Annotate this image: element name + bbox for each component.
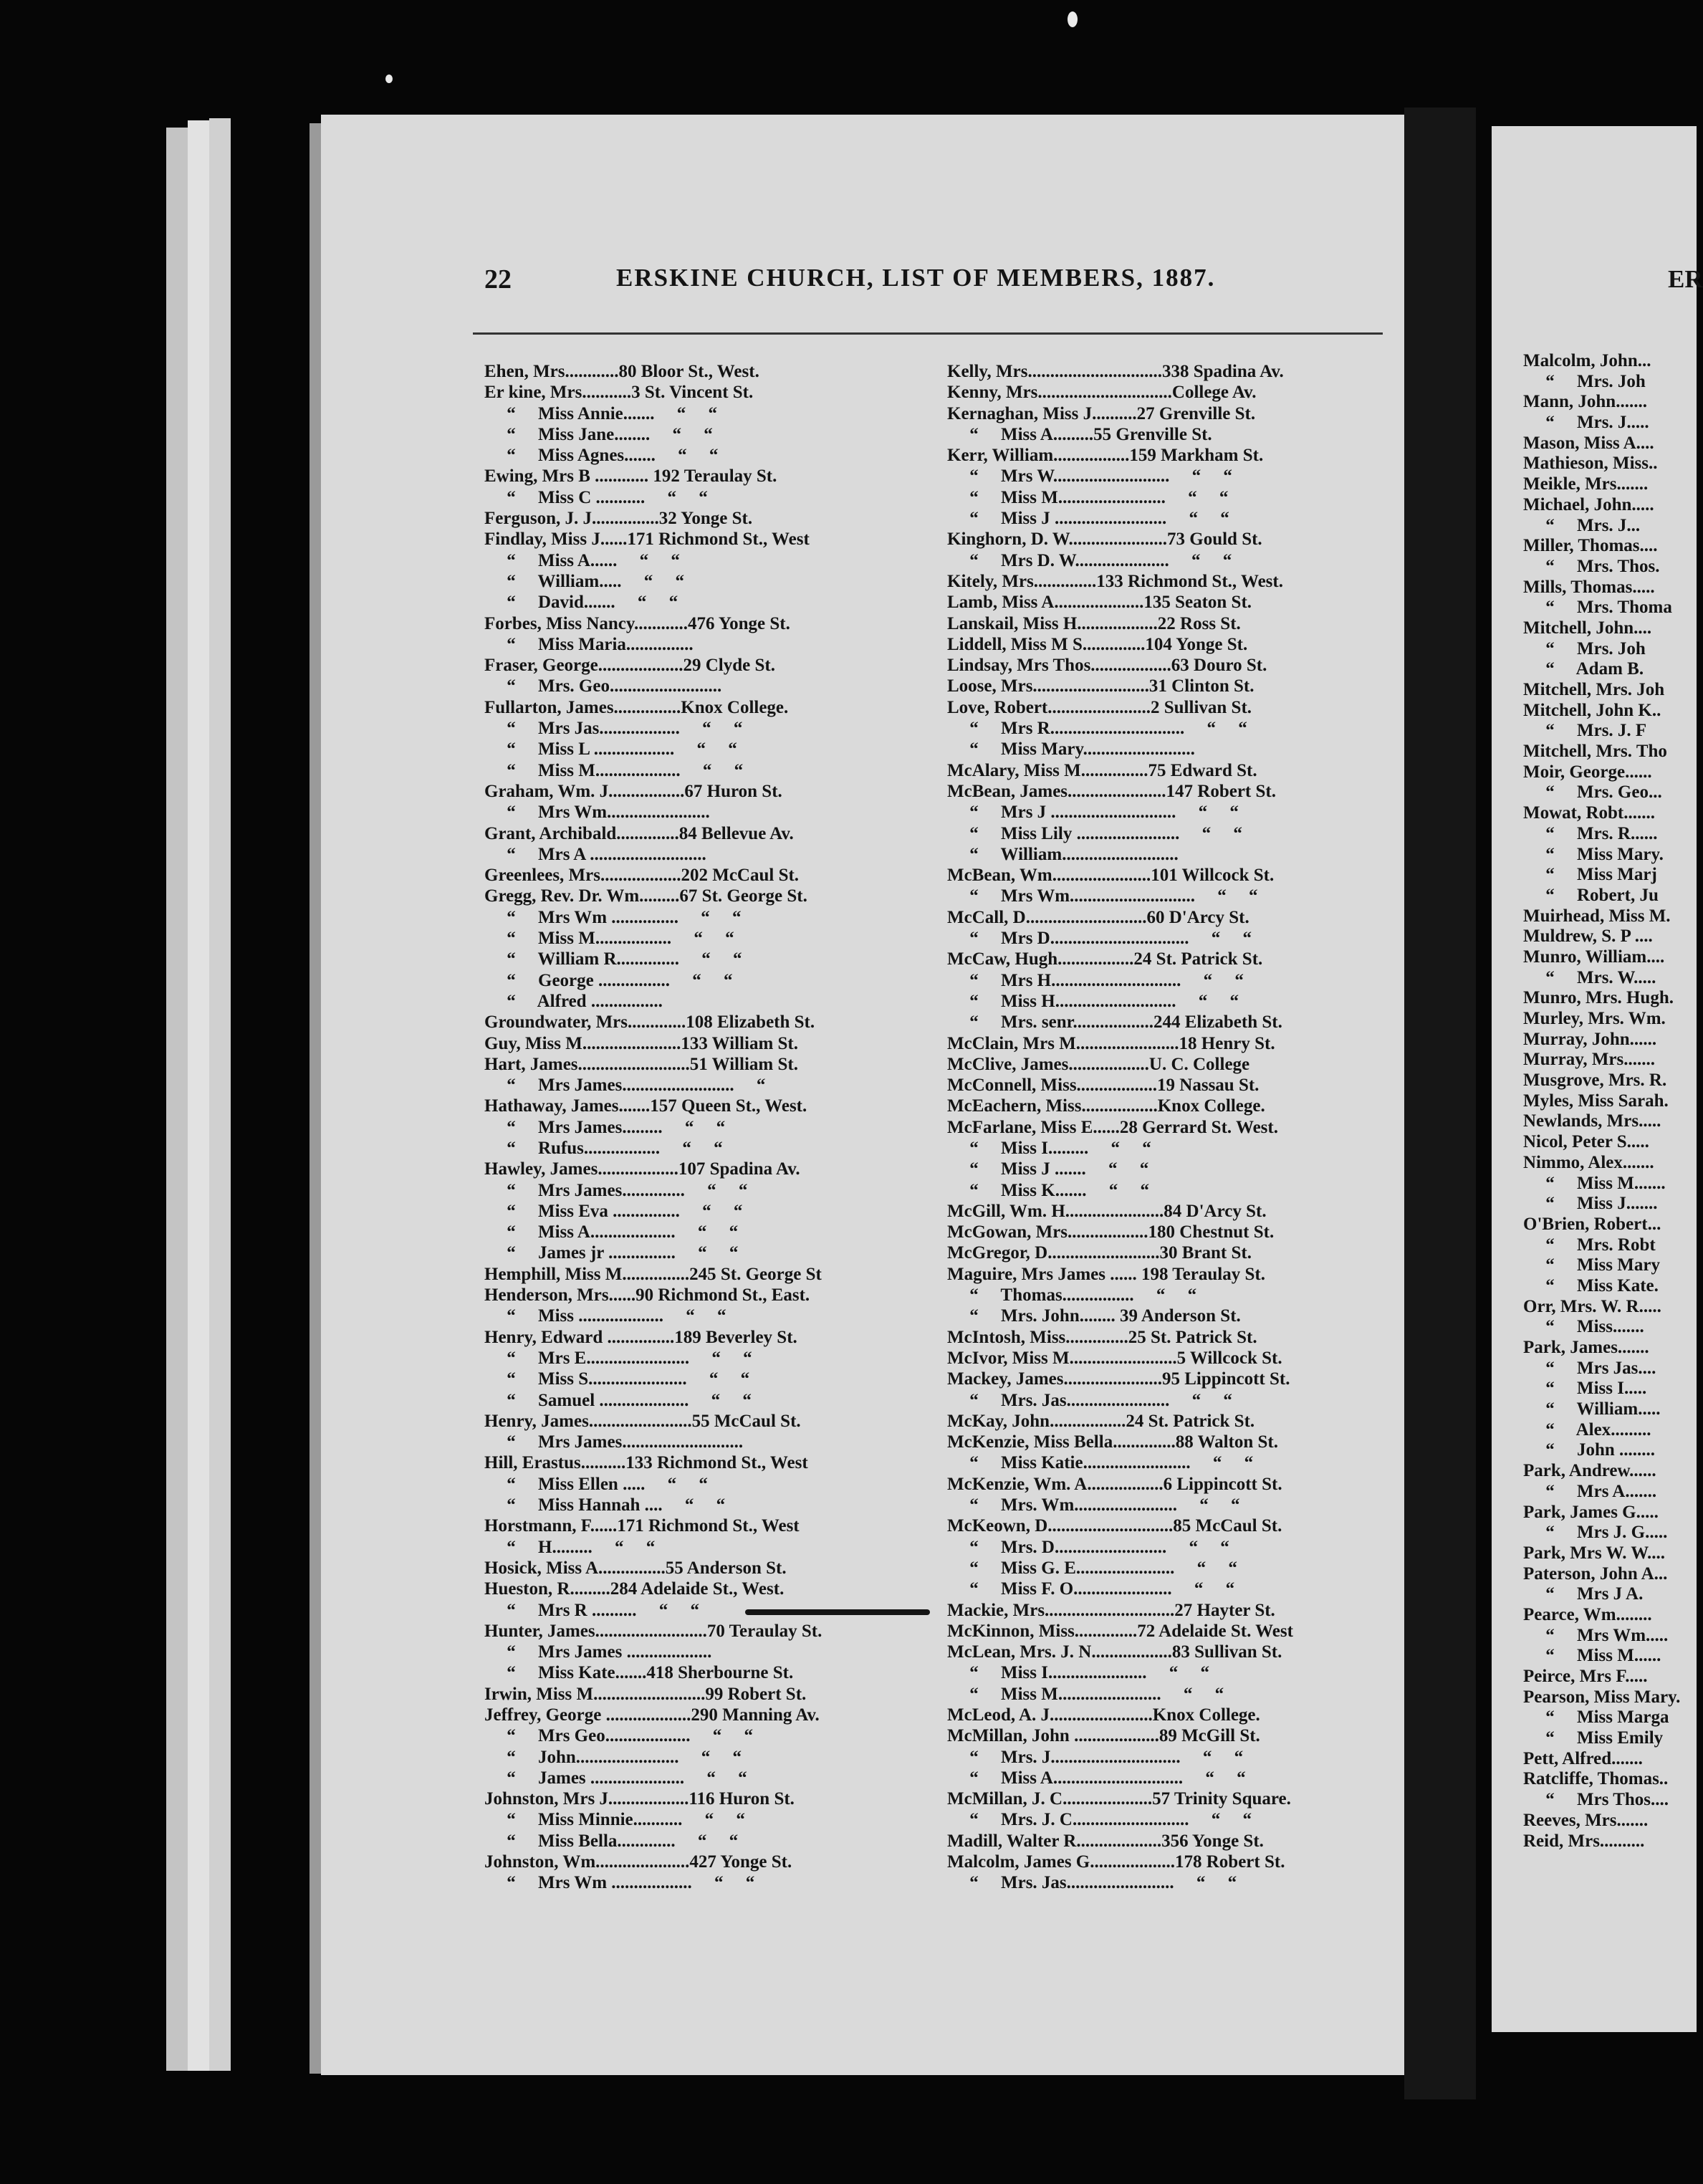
next-page-header-fragment: ER (1668, 265, 1703, 293)
member-entry: “ Mrs. J............................. “ “ (947, 1747, 1244, 1767)
member-entry: McFarlane, Miss E......28 Gerrard St. West. (947, 1117, 1278, 1137)
member-entry: “ Mrs R .......... “ “ (484, 1600, 699, 1620)
member-entry: “ Miss J....... (1523, 1194, 1658, 1214)
member-entry: “ John ........ (1523, 1440, 1656, 1460)
member-entry: Findlay, Miss J......171 Richmond St., West (484, 530, 810, 550)
member-entry: “ Miss C ........... “ “ (484, 487, 708, 507)
member-entry: “ Miss Ellen ..... “ “ (484, 1474, 708, 1494)
member-entry: “ Mrs Wm .................. “ “ (484, 1873, 755, 1893)
member-entry: Groundwater, Mrs.............108 Elizabeth St. (484, 1012, 815, 1033)
member-entry: “ Robert, Ju (1523, 885, 1659, 905)
member-entry: Murray, John...... (1523, 1029, 1657, 1049)
member-entry: Henderson, Mrs......90 Richmond St., East. (484, 1285, 810, 1306)
member-entry: “ Miss....... (1523, 1317, 1644, 1337)
member-entry: “ Mrs. D......................... “ “ (947, 1537, 1229, 1557)
member-entry: “ John....................... “ “ (484, 1747, 742, 1767)
member-entry: McConnell, Miss..................19 Nassau St. (947, 1076, 1260, 1096)
member-entry: McKinnon, Miss..............72 Adelaide St. West (947, 1621, 1293, 1641)
member-entry: McGowan, Mrs..................180 Chestnut St. (947, 1222, 1275, 1242)
member-entry: Hosick, Miss A...............55 Anderson St. (484, 1558, 787, 1578)
member-entry: “ Miss Maria............... (484, 634, 694, 654)
member-entry: “ Miss Eva ............... “ “ (484, 1201, 743, 1221)
member-entry: Murray, Mrs....... (1523, 1050, 1655, 1070)
member-entry: Johnston, Wm.....................427 Yonge St. (484, 1852, 792, 1872)
member-entry: Pett, Alfred....... (1523, 1748, 1643, 1768)
member-entry: Fullarton, James...............Knox College. (484, 697, 789, 717)
member-entry: “ Mrs R.............................. “ “ (947, 719, 1247, 739)
member-entry: Park, James G..... (1523, 1502, 1659, 1522)
member-list-left-column (484, 361, 923, 1894)
member-entry: “ Mrs. W..... (1523, 967, 1656, 987)
book-gutter (1404, 107, 1476, 2099)
page-number: 22 (484, 264, 512, 294)
member-entry: Hart, James.........................51 William St. (484, 1054, 798, 1074)
member-entry: Myles, Miss Sarah. (1523, 1091, 1669, 1111)
member-entry: “ Mrs J ............................ “ “ (947, 803, 1239, 823)
member-entry: “ Mrs. John........ 39 Anderson St. (947, 1306, 1241, 1326)
member-entry: “ Alfred ................ (484, 991, 663, 1011)
member-entry: Park, Andrew...... (1523, 1461, 1656, 1481)
member-entry: “ Miss M................. “ “ (484, 929, 734, 949)
member-entry: “ Mrs. Thoma (1523, 598, 1672, 618)
member-entry: Park, James....... (1523, 1338, 1649, 1357)
member-entry: McBean, James......................147 Robert St. (947, 781, 1276, 801)
member-entry: Malcolm, James G...................178 Robert St. (947, 1852, 1285, 1872)
member-entry: Hathaway, James.......157 Queen St., West. (484, 1096, 807, 1116)
member-entry: Kinghorn, D. W......................73 Gould St. (947, 530, 1262, 550)
member-entry: “ Miss Hannah .... “ “ (484, 1495, 726, 1515)
member-entry: Greenlees, Mrs..................202 McCaul St. (484, 866, 800, 886)
member-entry: Michael, John..... (1523, 494, 1654, 514)
member-entry: “ Mrs. Geo... (1523, 782, 1662, 803)
member-entry: “ Adam B. (1523, 659, 1644, 679)
member-entry: Munro, Mrs. Hugh. (1523, 988, 1674, 1008)
member-entry: “ Mrs D............................... “ “ (947, 929, 1252, 949)
member-entry: Irwin, Miss M.........................99 Robert St. (484, 1684, 807, 1704)
page-stack-edge (209, 118, 231, 2071)
member-entry: “ Mrs A .......................... (484, 844, 706, 864)
member-entry: “ Miss M....... (1523, 1173, 1666, 1193)
member-entry: Nimmo, Alex....... (1523, 1152, 1654, 1172)
member-entry: “ Miss Mary......................... (947, 739, 1195, 760)
member-entry: McGill, Wm. H......................84 D'Arcy St. (947, 1201, 1267, 1221)
member-entry: Pearce, Wm........ (1523, 1604, 1652, 1624)
member-entry: Paterson, John A... (1523, 1563, 1668, 1584)
member-entry: Mason, Miss A.... (1523, 433, 1654, 453)
member-entry: Grant, Archibald..............84 Bellevue Av. (484, 823, 794, 843)
member-entry: Mathieson, Miss.. (1523, 454, 1658, 474)
member-entry: Reid, Mrs.......... (1523, 1831, 1645, 1851)
member-list-middle-column (947, 361, 1397, 1894)
member-entry: “ Miss J ......................... “ “ (947, 509, 1229, 529)
member-entry: “ William..... (1523, 1399, 1661, 1419)
member-entry: Mann, John....... (1523, 392, 1647, 412)
member-entry: Pearson, Miss Mary. (1523, 1687, 1681, 1707)
member-entry: “ Mrs Jas.................. “ “ (484, 719, 743, 739)
member-entry: Henry, James.......................55 McCaul St. (484, 1411, 801, 1431)
member-entry: “ Miss Emily (1523, 1728, 1664, 1748)
member-entry: “ Miss Mary (1523, 1255, 1660, 1275)
member-entry: McAlary, Miss M...............75 Edward St. (947, 760, 1257, 780)
member-entry: “ Mrs Thos.... (1523, 1790, 1669, 1810)
member-entry: “ Alex......... (1523, 1419, 1651, 1440)
member-entry: Muldrew, S. P .... (1523, 926, 1653, 947)
member-entry: “ Mrs. Robt (1523, 1235, 1656, 1255)
member-entry: “ Mrs. J..... (1523, 413, 1649, 433)
member-entry: “ Mrs James......................... “ (484, 1076, 766, 1096)
member-list-right-column-partial (1523, 351, 1695, 1852)
member-entry: “ Miss I......... “ “ (947, 1138, 1151, 1158)
film-speck (1068, 11, 1078, 27)
member-entry: “ Thomas................ “ “ (947, 1285, 1197, 1306)
member-entry: “ Mrs. J. F (1523, 721, 1647, 741)
member-entry: “ Miss I...................... “ “ (947, 1663, 1209, 1683)
member-entry: “ Mrs Wm....................... (484, 803, 710, 823)
member-entry: “ Miss Mary. (1523, 844, 1664, 864)
member-entry: “ Mrs. Jas........................ “ “ (947, 1873, 1237, 1893)
member-entry: “ Mrs. Wm....................... “ “ (947, 1495, 1240, 1515)
member-entry: “ David....... “ “ (484, 593, 678, 613)
member-entry: “ Mrs. Joh (1523, 371, 1646, 391)
member-entry: Er kine, Mrs...........3 St. Vincent St. (484, 383, 754, 403)
member-entry: Mitchell, John.... (1523, 618, 1652, 638)
member-entry: McIvor, Miss M........................5 Willcock St. (947, 1348, 1282, 1368)
member-entry: “ Mrs James......... “ “ (484, 1117, 726, 1137)
member-entry: “ Miss Katie........................ “ “ (947, 1453, 1254, 1473)
member-entry: “ Miss G. E...................... “ “ (947, 1558, 1237, 1578)
member-entry: McKay, John.................24 St. Patrick St. (947, 1411, 1255, 1431)
member-entry: “ Miss S...................... “ “ (484, 1369, 750, 1389)
member-entry: “ Miss M................... “ “ (484, 760, 744, 780)
member-entry: “ Miss M....................... “ “ (947, 1684, 1224, 1704)
member-entry: Nicol, Peter S..... (1523, 1132, 1649, 1152)
member-entry: “ Mrs A....... (1523, 1481, 1657, 1501)
member-entry: Ehen, Mrs............80 Bloor St., West. (484, 362, 759, 381)
member-entry: Mitchell, John K.. (1523, 700, 1661, 720)
member-entry: “ Mrs D. W..................... “ “ (947, 550, 1232, 570)
member-entry: “ James ..................... “ “ (484, 1768, 747, 1788)
member-entry: Peirce, Mrs F..... (1523, 1667, 1648, 1686)
member-entry: McIntosh, Miss..............25 St. Patrick St. (947, 1327, 1257, 1347)
member-entry: Malcolm, John... (1523, 351, 1651, 370)
member-entry: “ Mrs H............................. “ “ (947, 970, 1244, 990)
member-entry: Love, Robert.......................2 Sullivan St. (947, 697, 1252, 717)
member-entry: “ George ................ “ “ (484, 970, 733, 990)
film-speck (385, 75, 393, 83)
member-entry: “ Mrs. Jas....................... “ “ (947, 1390, 1232, 1410)
member-entry: Meikle, Mrs....... (1523, 474, 1649, 494)
member-entry: Moir, George...... (1523, 762, 1652, 782)
member-entry: “ H......... “ “ (484, 1537, 656, 1557)
member-entry: McGregor, D.........................30 Brant St. (947, 1243, 1252, 1263)
member-entry: “ William.......................... (947, 844, 1179, 864)
member-entry: “ Mrs James.............. “ “ (484, 1180, 748, 1200)
member-entry: “ Miss L .................. “ “ (484, 739, 737, 760)
member-entry: “ Mrs Wm ............... “ “ (484, 907, 742, 927)
member-entry: “ Miss Bella............. “ “ (484, 1831, 739, 1851)
member-entry: “ Samuel .................... “ “ (484, 1390, 752, 1410)
member-entry: Forbes, Miss Nancy............476 Yonge St. (484, 613, 790, 633)
member-entry: Musgrove, Mrs. R. (1523, 1071, 1667, 1091)
member-entry: Mitchell, Mrs. Joh (1523, 680, 1665, 699)
member-entry: Lanskail, Miss H..................22 Ross St. (947, 613, 1241, 633)
member-entry: “ Mrs. Joh (1523, 638, 1646, 658)
member-entry: Kenny, Mrs..............................College Av. (947, 383, 1257, 403)
member-entry: “ Miss M...... (1523, 1646, 1661, 1666)
member-entry: “ William..... “ “ (484, 571, 684, 591)
member-entry: McMillan, John ...................89 McGill St. (947, 1726, 1260, 1746)
member-entry: “ Mrs J. G..... (1523, 1523, 1668, 1543)
member-entry: “ Miss F. O...................... “ “ (947, 1579, 1235, 1599)
member-entry: McCall, D...........................60 D'Arcy St. (947, 907, 1249, 927)
page-title: ERSKINE CHURCH, LIST OF MEMBERS, 1887. (616, 264, 1216, 292)
member-entry: “ Mrs Geo................... “ “ (484, 1726, 753, 1746)
member-entry: Guy, Miss M......................133 William St. (484, 1033, 799, 1053)
member-entry: Loose, Mrs..........................31 Clinton St. (947, 676, 1255, 696)
member-entry: “ Miss K....... “ “ (947, 1180, 1149, 1200)
member-entry: Hill, Erastus..........133 Richmond St., West (484, 1453, 808, 1473)
member-entry: Kernaghan, Miss J..........27 Grenville St. (947, 403, 1256, 423)
member-entry: Hawley, James..................107 Spadina Av. (484, 1159, 800, 1179)
member-entry: Munro, William.... (1523, 947, 1665, 967)
member-entry: McCaw, Hugh.................24 St. Patrick St. (947, 949, 1263, 969)
member-entry: McClive, James..................U. C. College (947, 1054, 1250, 1074)
member-entry: Mackie, Mrs.............................27 Hayter St. (947, 1600, 1275, 1620)
member-entry: Fraser, George...................29 Clyde St. (484, 656, 775, 676)
member-entry: Kitely, Mrs..............133 Richmond St., West. (947, 571, 1283, 591)
member-entry: “ Miss Marj (1523, 865, 1657, 885)
member-entry: Graham, Wm. J.................67 Huron St. (484, 781, 782, 801)
member-entry: “ Miss M........................ “ “ (947, 487, 1229, 507)
member-entry: Hueston, R.........284 Adelaide St., West. (484, 1579, 785, 1599)
member-entry: “ Mrs. Thos. (1523, 556, 1660, 576)
member-entry: “ Miss H........................... “ “ (947, 991, 1239, 1011)
member-entry: McKenzie, Wm. A.................6 Lippincott St. (947, 1474, 1282, 1494)
member-entry: Mills, Thomas..... (1523, 577, 1655, 597)
member-entry: “ Miss A................... “ “ (484, 1222, 739, 1242)
member-entry: “ Mrs E....................... “ “ (484, 1348, 752, 1368)
member-entry: McKeown, D............................85 McCaul St. (947, 1516, 1282, 1536)
member-entry: Ratcliffe, Thomas.. (1523, 1769, 1669, 1789)
page-header (484, 264, 1390, 307)
member-entry: “ Miss Annie....... “ “ (484, 403, 718, 423)
member-entry: Newlands, Mrs..... (1523, 1111, 1661, 1131)
member-entry: “ William R.............. “ “ (484, 949, 742, 969)
member-entry: McMillan, J. C....................57 Trinity Square. (947, 1789, 1291, 1809)
member-entry: “ Miss Kate. (1523, 1275, 1659, 1295)
member-entry: Horstmann, F......171 Richmond St., West (484, 1516, 800, 1536)
member-entry: Ferguson, J. J...............32 Yonge St. (484, 509, 753, 529)
member-entry: McLeod, A. J.......................Knox College. (947, 1705, 1260, 1725)
member-entry: Murley, Mrs. Wm. (1523, 1009, 1666, 1028)
member-entry: “ Miss Agnes....... “ “ (484, 446, 719, 466)
member-entry: “ Mrs. senr..................244 Elizabeth St. (947, 1012, 1282, 1033)
member-entry: Muirhead, Miss M. (1523, 906, 1671, 926)
member-entry: “ Mrs W.......................... “ “ (947, 466, 1232, 487)
member-entry: Mackey, James......................95 Lippincott St. (947, 1369, 1290, 1389)
member-entry: Gregg, Rev. Dr. Wm.........67 St. George St. (484, 886, 807, 906)
member-entry: “ Miss Lily ....................... “ “ (947, 823, 1242, 843)
member-entry: Maguire, Mrs James ...... 198 Teraulay St. (947, 1264, 1265, 1284)
member-entry: Kelly, Mrs..............................338 Spadina Av. (947, 362, 1284, 381)
member-entry: “ James jr ............... “ “ (484, 1243, 739, 1263)
member-entry: “ Miss Minnie........... “ “ (484, 1810, 745, 1830)
member-entry: Mitchell, Mrs. Tho (1523, 742, 1667, 762)
member-entry: Orr, Mrs. W. R..... (1523, 1296, 1661, 1316)
member-entry: “ Mrs Jas.... (1523, 1358, 1656, 1378)
member-entry: “ Mrs James........................... (484, 1432, 744, 1452)
member-entry: “ Miss A...... “ “ (484, 550, 680, 570)
member-entry: McClain, Mrs M.......................18 Henry St. (947, 1033, 1275, 1053)
member-entry: Ewing, Mrs B ............ 192 Teraulay St. (484, 466, 777, 487)
member-entry: Lindsay, Mrs Thos..................63 Douro St. (947, 656, 1267, 676)
member-entry: Reeves, Mrs....... (1523, 1810, 1649, 1830)
member-entry: “ Rufus................. “ “ (484, 1138, 723, 1158)
member-entry: Kerr, William.................159 Markham St. (947, 446, 1264, 466)
member-entry: “ Mrs Wm............................ “ “ (947, 886, 1258, 906)
member-entry: “ Miss A............................. “ “ (947, 1768, 1246, 1788)
member-entry: Mowat, Robt....... (1523, 803, 1656, 823)
member-entry: “ Miss J ....... “ “ (947, 1159, 1149, 1179)
member-entry: “ Mrs. J... (1523, 515, 1641, 535)
member-entry: “ Mrs. J. C.......................... “ “ (947, 1810, 1252, 1830)
member-entry: Hunter, James.........................70 Teraulay St. (484, 1621, 822, 1641)
member-entry: “ Mrs. Geo......................... (484, 676, 722, 696)
member-entry: Miller, Thomas.... (1523, 536, 1658, 556)
header-rule (473, 332, 1383, 335)
member-entry: “ Miss Kate.......418 Sherbourne St. (484, 1663, 794, 1683)
member-entry: McKenzie, Miss Bella..............88 Walton St. (947, 1432, 1279, 1452)
member-entry: “ Mrs Wm..... (1523, 1625, 1669, 1645)
member-entry: Hemphill, Miss M...............245 St. George St (484, 1264, 822, 1284)
member-entry: Jeffrey, George ...................290 Manning Av. (484, 1705, 820, 1725)
member-entry: “ Mrs J A. (1523, 1584, 1644, 1604)
member-entry: Lamb, Miss A....................135 Seaton St. (947, 593, 1252, 613)
member-entry: “ Mrs James ................... (484, 1642, 712, 1662)
member-entry: Madill, Walter R...................356 Yonge St. (947, 1831, 1264, 1851)
member-entry: O'Brien, Robert... (1523, 1214, 1661, 1234)
member-entry: “ Miss Marga (1523, 1708, 1669, 1728)
member-entry: “ Miss A.........55 Grenville St. (947, 424, 1212, 444)
member-entry: McEachern, Miss.................Knox College. (947, 1096, 1265, 1116)
strikethrough-mark (745, 1609, 930, 1615)
member-entry: Liddell, Miss M S..............104 Yonge St. (947, 634, 1248, 654)
member-entry: Johnston, Mrs J..................116 Huron St. (484, 1789, 795, 1809)
member-entry: “ Miss Jane........ “ “ (484, 424, 713, 444)
member-entry: McLean, Mrs. J. N..................83 Sullivan St. (947, 1642, 1282, 1662)
member-entry: “ Miss ................... “ “ (484, 1306, 726, 1326)
member-entry: Henry, Edward ...............189 Beverley St. (484, 1327, 797, 1347)
member-entry: “ Mrs. R...... (1523, 823, 1658, 843)
member-entry: McBean, Wm......................101 Willcock St. (947, 866, 1275, 886)
member-entry: “ Miss I..... (1523, 1379, 1647, 1399)
member-entry: Park, Mrs W. W.... (1523, 1543, 1665, 1563)
